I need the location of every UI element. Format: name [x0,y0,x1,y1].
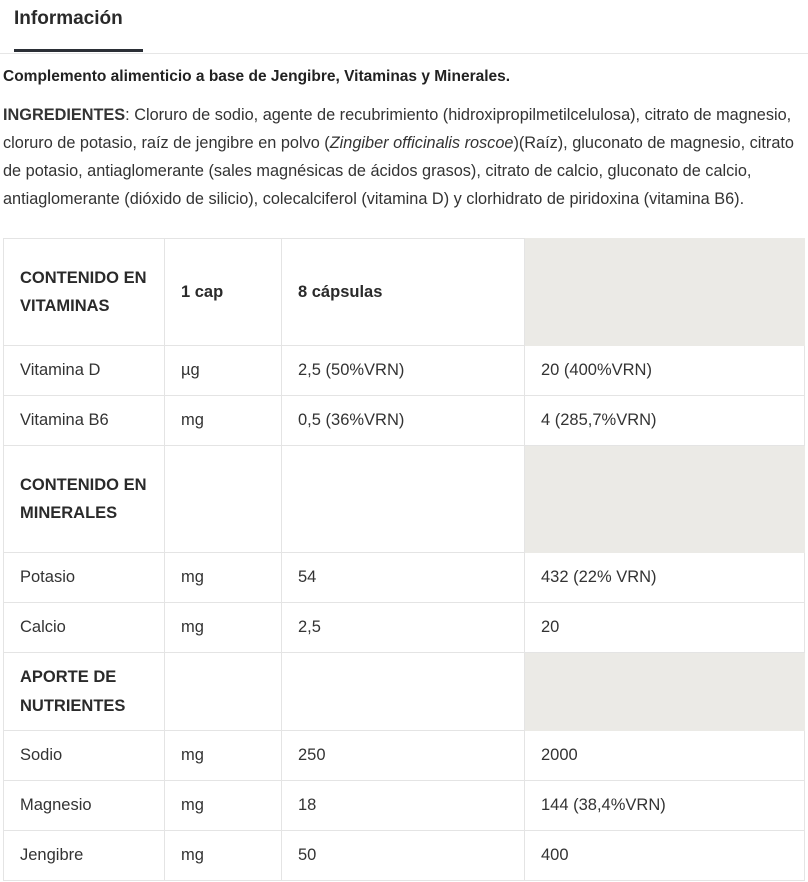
nutrient-per-8: 4 (285,7%VRN) [525,396,805,446]
tab-informacion[interactable] [14,6,143,52]
table-row [4,346,805,396]
nutrient-per-8: 2000 [525,731,805,781]
ingredients-text-1: : Cloruro de sodio, agente de recubrimiento (hidroxipropilmetilcelulosa), citrato de magnesio, cloruro de potasio, raíz de jengibre en polvo ( [3,106,792,152]
nutrient-unit: mg [165,731,282,781]
table-row [4,831,805,881]
vitamins-header-row [4,239,805,346]
nutrient-unit: mg [165,781,282,831]
table-row [4,396,805,446]
nutrient-per-8: 20 (400%VRN) [525,346,805,396]
nutrient-per-cap: 0,5 (36%VRN) [282,396,525,446]
nutrient-name: Sodio [4,731,165,781]
nutrients-header-row [4,653,805,731]
nutrient-per-8: 400 [525,831,805,881]
nutrient-name: Vitamina D [4,346,165,396]
empty-cell [165,653,282,731]
nutrient-unit: mg [165,396,282,446]
minerals-header-row [4,446,805,553]
empty-cell [165,446,282,553]
tab-label: Información [14,8,123,29]
nutrient-name: Potasio [4,553,165,603]
section-title: CONTENIDO EN VITAMINAS [4,239,165,346]
table-row [4,603,805,653]
ingredients-latin-name: Zingiber officinalis roscoe [329,134,514,152]
empty-cell [525,653,805,731]
nutrient-name: Magnesio [4,781,165,831]
ingredients-paragraph [3,101,805,213]
product-subtitle: Complemento alimenticio a base de Jengibre, Vitaminas y Minerales. [3,68,511,85]
empty-cell [525,239,805,346]
nutrition-table [3,238,805,881]
nutrient-name: Calcio [4,603,165,653]
column-header-amount: 8 cápsulas [282,239,525,346]
section-title: CONTENIDO EN MINERALES [4,446,165,553]
nutrient-per-cap: 50 [282,831,525,881]
empty-cell [282,446,525,553]
ingredients-text-2: )(Raíz), gluconato de magnesio, citrato de potasio, antiaglomerante (sales magnésicas de ácidos grasos), citrato de calcio, gluconato de calcio, antiaglomerante (dióxido de silicio), colecalciferol (vitamina D) y clorhidrato de piridoxina (vitamina B6). [3,134,794,208]
tab-bar [0,0,808,54]
nutrient-name: Jengibre [4,831,165,881]
empty-cell [525,446,805,553]
nutrient-per-cap: 54 [282,553,525,603]
nutrient-per-8: 432 (22% VRN) [525,553,805,603]
nutrient-unit: mg [165,553,282,603]
column-header-unit: 1 cap [165,239,282,346]
nutrient-per-8: 144 (38,4%VRN) [525,781,805,831]
nutrient-per-8: 20 [525,603,805,653]
table-row [4,781,805,831]
nutrient-per-cap: 18 [282,781,525,831]
nutrient-name: Vitamina B6 [4,396,165,446]
nutrient-unit: µg [165,346,282,396]
table-row [4,731,805,781]
nutrient-per-cap: 250 [282,731,525,781]
nutrient-per-cap: 2,5 (50%VRN) [282,346,525,396]
empty-cell [282,653,525,731]
nutrient-unit: mg [165,831,282,881]
section-title: APORTE DE NUTRIENTES [4,653,165,731]
nutrient-per-cap: 2,5 [282,603,525,653]
nutrient-unit: mg [165,603,282,653]
table-row [4,553,805,603]
ingredients-label: INGREDIENTES [3,106,126,124]
